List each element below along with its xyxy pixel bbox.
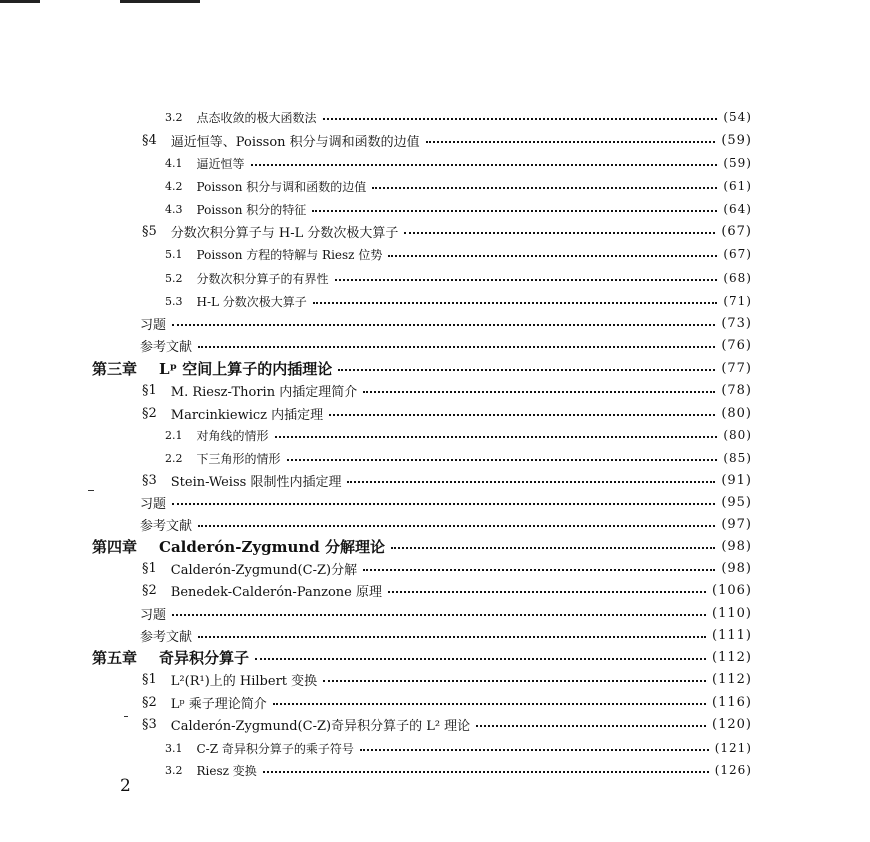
toc-entry-number: 2.2 — [165, 451, 183, 465]
toc-entry-title: M. Riesz-Thorin 内插定理简介 — [170, 384, 358, 400]
toc-section-row[interactable] — [142, 403, 752, 423]
toc-entry-page: (121) — [714, 741, 752, 755]
toc-entry-page: (126) — [714, 763, 752, 777]
toc-entry-number: §2 — [142, 694, 157, 710]
toc-entry-title: Poisson 方程的特解与 Riesz 位势 — [196, 247, 383, 262]
toc-entry-title: 参考文献 — [140, 629, 193, 645]
toc-section-row[interactable] — [142, 130, 752, 150]
dot-leader — [323, 680, 706, 682]
toc-entry-number: §4 — [142, 132, 157, 148]
toc-entry-page: (110) — [712, 605, 752, 621]
page-number: 2 — [120, 776, 131, 796]
dot-leader — [273, 703, 706, 705]
toc-section-row[interactable] — [142, 470, 752, 490]
toc-entry-page: (112) — [712, 649, 752, 665]
toc-entry-number: 第五章 — [92, 648, 138, 667]
toc-entry-page: (97) — [721, 516, 752, 532]
toc-entry-title: Lᵖ 空间上算子的内插理论 — [159, 359, 333, 378]
toc-entry-number: 第三章 — [92, 359, 138, 378]
toc-entry-title: 参考文献 — [140, 339, 193, 355]
dot-leader — [372, 187, 717, 189]
toc-entry-number: 3.2 — [165, 763, 183, 777]
dot-leader — [404, 232, 715, 234]
toc-entry-page: (112) — [712, 671, 752, 687]
toc-entry-title: 分数次积分算子与 H-L 分数次极大算子 — [170, 225, 399, 241]
toc-entry-page: (77) — [721, 360, 752, 376]
toc-entry-number: 4.1 — [165, 156, 183, 170]
toc-entry-page: (67) — [723, 247, 752, 261]
toc-entry-number: §3 — [142, 716, 157, 732]
toc-entry-title: Poisson 积分的特征 — [196, 202, 307, 217]
toc-subsection-row[interactable] — [165, 244, 752, 264]
toc-entry-page: (71) — [723, 294, 752, 308]
toc-entry-number: §2 — [142, 582, 157, 598]
toc-entry-page: (116) — [712, 694, 752, 710]
toc-entry-page: (98) — [721, 538, 752, 554]
toc-entry-number: 5.1 — [165, 247, 183, 261]
dot-leader — [251, 164, 718, 166]
toc-entry-number: 4.3 — [165, 202, 183, 216]
toc-entry-page: (91) — [721, 472, 752, 488]
toc-subsection-row[interactable] — [165, 448, 752, 468]
toc-section-row[interactable] — [142, 558, 752, 578]
toc-entry-number: 5.3 — [165, 294, 183, 308]
toc-entry-title: Marcinkiewicz 内插定理 — [170, 407, 324, 423]
toc-misc-row[interactable] — [140, 625, 752, 645]
toc-entry-title: Benedek-Calderón-Panzone 原理 — [170, 584, 382, 600]
toc-section-row[interactable] — [142, 669, 752, 689]
toc-section-row[interactable] — [142, 221, 752, 241]
toc-entry-page: (80) — [721, 405, 752, 421]
toc-section-row[interactable] — [142, 692, 752, 712]
dot-leader — [172, 614, 706, 616]
toc-section-row[interactable] — [142, 580, 752, 600]
toc-entry-title: 习题 — [140, 317, 167, 333]
toc-entry-page: (68) — [723, 271, 752, 285]
toc-misc-row[interactable] — [140, 492, 752, 512]
toc-entry-page: (98) — [721, 560, 752, 576]
toc-entry-page: (67) — [721, 223, 752, 239]
toc-entry-number: 3.1 — [165, 741, 183, 755]
toc-entry-title: 对角线的情形 — [196, 428, 269, 443]
toc-entry-title: 分数次积分算子的有界性 — [196, 271, 329, 286]
toc-entry-page: (106) — [712, 582, 752, 598]
toc-entry-title: 习题 — [140, 496, 167, 512]
toc-chapter-row[interactable] — [92, 358, 752, 378]
toc-subsection-row[interactable] — [165, 760, 752, 780]
toc-entry-title: 点态收敛的极大函数法 — [196, 110, 317, 125]
toc-entry-title: Poisson 积分与调和函数的边值 — [196, 179, 367, 194]
dot-leader — [287, 459, 718, 461]
dot-leader — [198, 636, 706, 638]
dot-leader — [388, 591, 706, 593]
toc-entry-page: (76) — [721, 337, 752, 353]
toc-entry-page: (59) — [723, 156, 752, 170]
toc-entry-title: L²(R¹)上的 Hilbert 变换 — [170, 673, 318, 689]
dot-leader — [363, 391, 715, 393]
dot-leader — [476, 725, 706, 727]
scan-speck — [88, 490, 94, 491]
toc-entry-page: (120) — [712, 716, 752, 732]
toc-subsection-row[interactable] — [165, 153, 752, 173]
dot-leader — [172, 503, 715, 505]
toc-entry-number: §5 — [142, 223, 157, 239]
dot-leader — [172, 324, 715, 326]
toc-subsection-row[interactable] — [165, 176, 752, 196]
toc-subsection-row[interactable] — [165, 199, 752, 219]
dot-leader — [198, 525, 715, 527]
dot-leader — [198, 346, 715, 348]
toc-entry-page: (59) — [721, 132, 752, 148]
toc-entry-title: Calderón-Zygmund(C-Z)分解 — [170, 562, 358, 578]
dot-leader — [263, 771, 709, 773]
toc-entry-title: 下三角形的情形 — [196, 451, 281, 466]
scan-speck — [124, 716, 128, 717]
dot-leader — [426, 141, 716, 143]
toc-entry-number: §2 — [142, 405, 157, 421]
toc-entry-number: §3 — [142, 472, 157, 488]
toc-subsection-row[interactable] — [165, 738, 752, 758]
toc-subsection-row[interactable] — [165, 107, 752, 127]
toc-entry-title: 奇异积分算子 — [159, 648, 250, 667]
toc-entry-title: 习题 — [140, 607, 167, 623]
dot-leader — [255, 658, 706, 660]
toc-entry-number: §1 — [142, 382, 157, 398]
dot-leader — [388, 255, 717, 257]
toc-entry-title: Stein-Weiss 限制性内插定理 — [170, 474, 342, 490]
toc-entry-title: C-Z 奇异积分算子的乘子符号 — [196, 741, 354, 756]
dot-leader — [338, 369, 715, 371]
toc-entry-title: Calderón-Zygmund(C-Z)奇异积分算子的 L² 理论 — [170, 718, 471, 734]
toc-misc-row[interactable] — [140, 603, 752, 623]
toc-entry-page: (61) — [723, 179, 752, 193]
toc-entry-number: 2.1 — [165, 428, 183, 442]
dot-leader — [313, 302, 718, 304]
toc-entry-title: 逼近恒等 — [196, 156, 245, 171]
toc-chapter-row[interactable] — [92, 536, 752, 556]
toc-entry-number: §1 — [142, 560, 157, 576]
toc-entry-number: 3.2 — [165, 110, 183, 124]
toc-entry-page: (73) — [721, 315, 752, 331]
dot-leader — [329, 414, 715, 416]
dot-leader — [360, 749, 709, 751]
dot-leader — [312, 210, 717, 212]
toc-subsection-row[interactable] — [165, 425, 752, 445]
toc-entry-page: (85) — [723, 451, 752, 465]
toc-section-row[interactable] — [142, 380, 752, 400]
toc-entry-title: 逼近恒等、Poisson 积分与调和函数的边值 — [170, 134, 420, 150]
toc-subsection-row[interactable] — [165, 268, 752, 288]
dot-leader — [323, 118, 718, 120]
dot-leader — [347, 481, 715, 483]
toc-section-row[interactable] — [142, 714, 752, 734]
dot-leader — [275, 436, 718, 438]
toc-entry-page: (64) — [723, 202, 752, 216]
toc-chapter-row[interactable] — [92, 647, 752, 667]
toc-misc-row[interactable] — [140, 514, 752, 534]
toc-entry-title: Riesz 变换 — [196, 763, 257, 778]
toc-entry-page: (95) — [721, 494, 752, 510]
toc-entry-page: (54) — [723, 110, 752, 124]
toc-entry-title: H-L 分数次极大算子 — [196, 294, 307, 309]
toc-subsection-row[interactable] — [165, 291, 752, 311]
toc-entry-page: (78) — [721, 382, 752, 398]
dot-leader — [335, 279, 718, 281]
toc-entry-title: Lᵖ 乘子理论简介 — [170, 696, 267, 712]
toc-entry-number: 5.2 — [165, 271, 183, 285]
toc-entry-title: 参考文献 — [140, 518, 193, 534]
toc-entry-number: §1 — [142, 671, 157, 687]
toc-entry-page: (111) — [712, 627, 752, 643]
toc-entry-title: Calderón-Zygmund 分解理论 — [159, 537, 385, 556]
toc-misc-row[interactable] — [140, 335, 752, 355]
toc-entry-number: 4.2 — [165, 179, 183, 193]
dot-leader — [363, 569, 715, 571]
toc-entry-number: 第四章 — [92, 537, 138, 556]
toc-entry-page: (80) — [723, 428, 752, 442]
toc-misc-row[interactable] — [140, 313, 752, 333]
dot-leader — [391, 547, 715, 549]
